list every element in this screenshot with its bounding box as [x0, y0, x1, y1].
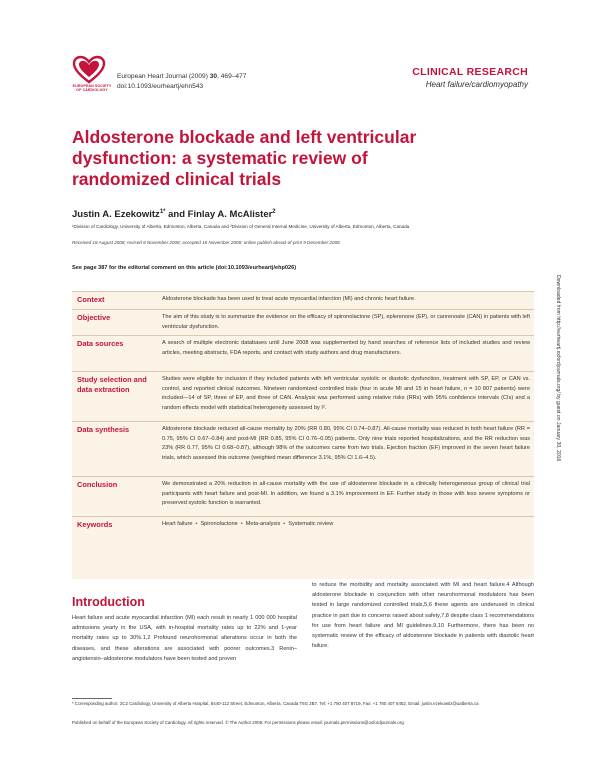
- keyword: Meta-analysis: [245, 521, 281, 527]
- logo-text: EUROPEAN SOCIETY OF CARDIOLOGY: [72, 84, 112, 93]
- abstract-row-data-sources: [72, 335, 534, 371]
- keyword: Heart failure: [162, 521, 193, 527]
- keywords-label: Keywords: [77, 520, 113, 529]
- abstract-label: Context: [77, 295, 105, 304]
- download-watermark-text: Downloaded from http://eurheartj.oxfordjournals.org/ by guest on January 30, 2016: [555, 275, 561, 462]
- intro-left-column: Heart failure and acute myocardial infarction (MI) each result in nearly 1 000 000 hospital admissions yearly in the USA, with in-hospital mortality rates up to 22% and 1-year mortality rates up to 30%.1,2 Profound neurohormonal alterations occur in both the diseases, and these alterations are associated with poorer outcomes.3 Renin–angiotensin–aldosterone modulators have been tested and proven: [72, 615, 297, 662]
- abstract-row-conclusion: [72, 476, 534, 516]
- abstract-text: Aldosterone blockade reduced all-cause mortality by 20% (RR 0.80, 95% CI 0.74–0.87). All-cause mortality was reduced in both heart failure (RR = 0.75, 95% CI 0.67–0.84) and post-MI (RR 0.85, 95% CI 0.76–0.95) patients. Only nine trials reported hospitalizations, and the RR reduction was 23% (RR 0.77, 95% CI 0.68–0.87), although 98% of the outcomes came from two trials. Ejection fraction (EF) improved in the seven heart failure trials, which assessed this outcome (weighted mean difference 3.1%, 95% CI 1.6–4.5).: [162, 426, 530, 461]
- section-label: [412, 66, 528, 89]
- author-2: and Finlay A. McAlister: [165, 209, 273, 221]
- abstract-label: Conclusion: [77, 480, 118, 489]
- affiliations: ¹Division of Cardiology, University of Alberta, Edmonton, Alberta, Canada and ²Division of General Internal Medicine, University of Alberta, Edmonton, Alberta, Canada: [72, 224, 410, 229]
- bullet-icon: •: [240, 521, 243, 527]
- section-subtitle: Heart failure/cardiomyopathy: [425, 80, 528, 89]
- abstract-row-objective: [72, 309, 534, 335]
- editorial-note: See page 387 for the editorial comment on this article (doi:10.1093/eurheartj/ehp026): [72, 265, 297, 271]
- esc-logo: [72, 55, 106, 101]
- abstract-row-data-synthesis: [72, 421, 534, 476]
- authors: [72, 209, 276, 220]
- section-title: CLINICAL RESEARCH: [412, 66, 528, 78]
- journal-name: European Heart Journal (2009): [117, 73, 208, 80]
- journal-volume: 30: [209, 73, 218, 80]
- abstract-label: Study selection and data extraction: [77, 375, 147, 394]
- journal-pages: , 469–477: [217, 73, 247, 80]
- author-1: Justin A. Ezekowitz: [72, 209, 160, 221]
- abstract-label: Objective: [77, 313, 111, 322]
- keywords-list: [162, 520, 530, 530]
- abstract-row-study-selection: [72, 371, 534, 421]
- bullet-icon: •: [195, 521, 198, 527]
- footnote-divider: [72, 698, 112, 699]
- publisher-note: Published on behalf of the European Society of Cardiology. All rights reserved. © The Author 2008. For permissions please email: journals.permissions@oxfordjournals.org.: [72, 720, 405, 725]
- corresponding-author-note: * Corresponding author: 2C2 Cardiology, University of Alberta Hospital, 8440-112 Street, Edmonton, Alberta, Canada T6G 2B7. Tel: +1 780 407 8719, Fax: +1 780 407 6452, Email: justin.ezekowitz@ualberta.ca: [72, 701, 479, 706]
- keyword: Systematic review: [288, 521, 334, 527]
- structured-abstract: [72, 291, 534, 579]
- author-2-sup: 2: [272, 209, 276, 215]
- heart-logo-icon: [72, 55, 106, 85]
- keyword: Spironolactone: [200, 521, 238, 527]
- abstract-row-context: [72, 291, 534, 309]
- abstract-row-keywords: [72, 516, 534, 579]
- abstract-text: Aldosterone blockade has been used to treat acute myocardial infarction (MI) and chronic heart failure.: [162, 296, 416, 302]
- abstract-text: A search of multiple electronic databases until June 2008 was supplemented by hand searches of reference lists of included studies and review articles, meeting abstracts, FDA reports, and contact with study authors and drug manufacturers.: [162, 340, 530, 356]
- author-1-sup: 1*: [159, 209, 166, 215]
- abstract-text: We demonstrated a 20% reduction in all-cause mortality with the use of aldosterone blockade in a clinically heterogeneous group of clinical trial participants with heart failure and post-MI. In addition, we found a 3.1% improvement in EF. Further study in those with less severe symptoms or preserved systolic function is warranted.: [162, 481, 530, 507]
- journal-reference: [117, 72, 246, 92]
- doi: doi:10.1093/eurheartj/ehn543: [117, 83, 204, 90]
- abstract-label: Data synthesis: [77, 425, 130, 434]
- article-title: Aldosterone blockade and left ventricular dysfunction: a systematic review of randomized clinical trials: [72, 127, 417, 189]
- abstract-text: Studies were eligible for inclusion if they included patients with left ventricular systolic or diastolic dysfunction, treatment with SP, EP, or CAN vs. control, and reported clinical outcomes. Nineteen randomized controlled trials (four in acute MI and 15 in heart failure, n = 10 807 patients) were included—14 of SP, three of EP, and three of CAN. Analysis was performed using relative risks (RRs) with 95% confidence intervals (CIs) and a random effects model with statistical heterogeneity assessed by I².: [162, 376, 530, 411]
- abstract-label: Data sources: [77, 339, 124, 348]
- download-watermark: [553, 275, 562, 695]
- abstract-text: The aim of this study is to summarize the evidence on the efficacy of spironolactone (SP), eplerenone (EP), or canrenoate (CAN) in patients with left ventricular dysfunction.: [162, 314, 530, 330]
- publication-dates: Received 18 August 2008; revised 8 November 2008; accepted 18 November 2008; online publish-ahead-of-print 9 December 2008: [72, 240, 340, 245]
- bullet-icon: •: [283, 521, 286, 527]
- introduction-heading: Introduction: [72, 595, 145, 609]
- intro-right-column: to reduce the morbidity and mortality associated with MI and heart failure.4 Although aldosterone blockade in conjunction with other neurohormonal modulators has been tested in large randomized controlled trials,5,6 these agents are underused in clinical practice in part due to concerns raised about safety,7,8 despite class 1 recommendations for use from heart failure and MI guidelines.9,10 Furthermore, there has been no systematic review of the efficacy of aldosterone blockade in patients with diastolic heart failure.: [312, 582, 534, 650]
- journal-citation: [117, 72, 246, 82]
